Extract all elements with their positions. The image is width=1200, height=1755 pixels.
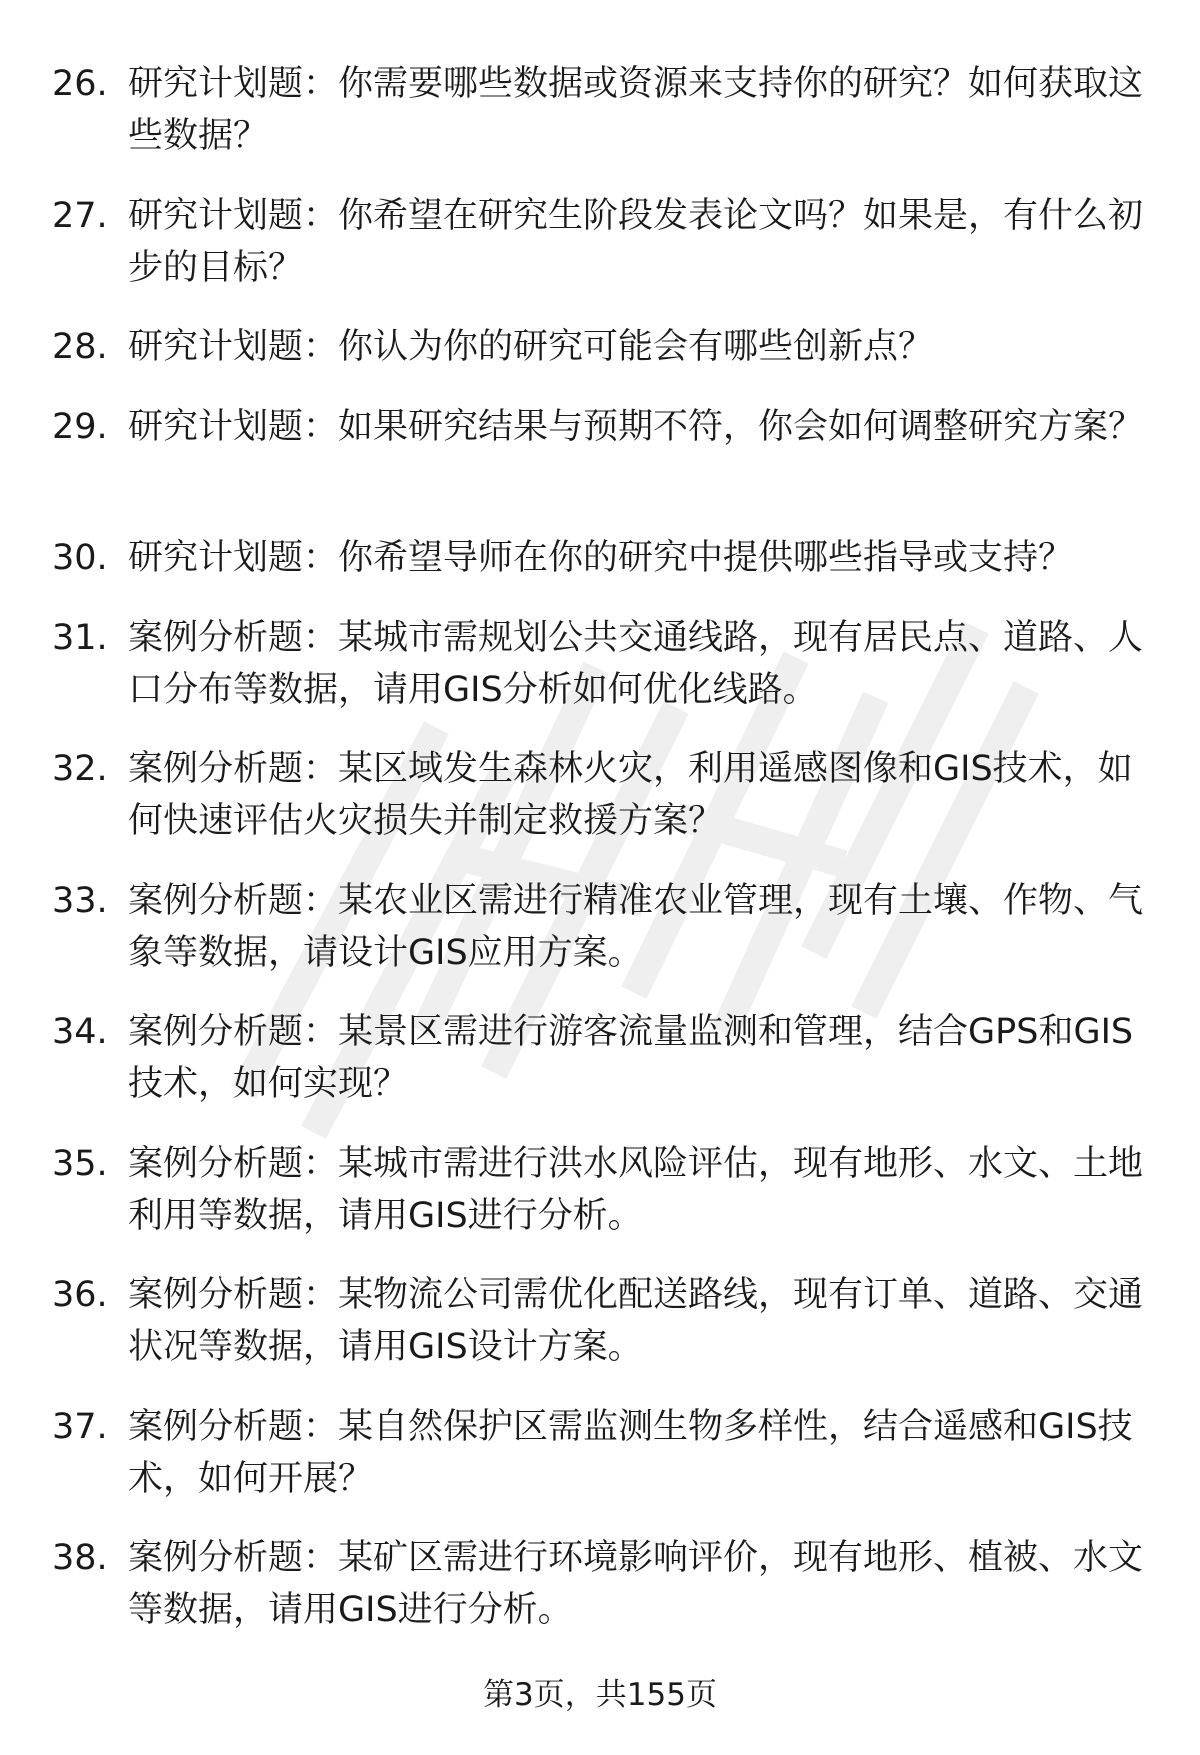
question-item: [0, 401, 1200, 533]
question-number: 29.: [52, 406, 108, 447]
question-text: 研究计划题：你希望导师在你的研究中提供哪些指导或支持？: [128, 538, 1074, 578]
question-text: 研究计划题：你认为你的研究可能会有哪些创新点？: [128, 327, 934, 367]
question-text: 案例分析题：某农业区需进行精准农业管理，现有土壤、作物、气象等数据，请设计GIS应用方案。: [128, 880, 1144, 973]
question-number: 37.: [52, 1406, 108, 1447]
question-number: 27.: [52, 195, 108, 236]
question-item: [0, 612, 1200, 744]
question-item: [0, 190, 1200, 322]
question-number: 33.: [52, 880, 108, 921]
question-number: 30.: [52, 538, 108, 578]
question-text: 研究计划题：如果研究结果与预期不符，你会如何调整研究方案？: [128, 406, 1144, 447]
question-number: 32.: [52, 749, 108, 789]
question-number: 28.: [52, 327, 108, 367]
question-item: [0, 321, 1200, 401]
question-item: [0, 875, 1200, 1007]
question-item: [0, 1138, 1200, 1270]
question-item: [0, 1401, 1200, 1533]
question-item: [0, 1006, 1200, 1138]
question-number: 26.: [52, 64, 108, 104]
question-number: 31.: [52, 617, 108, 658]
question-text: 研究计划题：你希望在研究生阶段发表论文吗？如果是，有什么初步的目标？: [128, 195, 1144, 288]
question-text: 案例分析题：某物流公司需优化配送路线，现有订单、道路、交通状况等数据，请用GIS设计方案。: [128, 1275, 1144, 1367]
question-text: 案例分析题：某矿区需进行环境影响评价，现有地形、植被、水文等数据，请用GIS进行分析。: [128, 1538, 1144, 1630]
question-list: [0, 58, 1200, 1664]
question-item: [0, 743, 1200, 875]
question-number: 35.: [52, 1143, 108, 1184]
question-item: [0, 1269, 1200, 1401]
question-text: 案例分析题：某自然保护区需监测生物多样性，结合遥感和GIS技术，如何开展？: [128, 1406, 1133, 1499]
page-footer: [0, 1673, 1200, 1717]
question-number: 38.: [52, 1538, 108, 1578]
question-text: 研究计划题：你需要哪些数据或资源来支持你的研究？如何获取这些数据？: [128, 64, 1144, 156]
question-text: 案例分析题：某城市需进行洪水风险评估，现有地形、水文、土地利用等数据，请用GIS进行分析。: [128, 1143, 1144, 1236]
question-item: [0, 58, 1200, 190]
question-number: 36.: [52, 1275, 108, 1315]
question-item: [0, 532, 1200, 612]
question-text: 案例分析题：某景区需进行游客流量监测和管理，结合GPS和GIS技术，如何实现？: [128, 1012, 1134, 1104]
question-number: 34.: [52, 1012, 108, 1052]
question-text: 案例分析题：某城市需规划公共交通线路，现有居民点、道路、人口分布等数据，请用GIS分析如何优化线路。: [128, 617, 1144, 710]
question-text: 案例分析题：某区域发生森林火灾，利用遥感图像和GIS技术，如何快速评估火灾损失并制定救援方案？: [128, 749, 1133, 841]
page-indicator: 第3页，共155页: [483, 1677, 717, 1713]
question-item: [0, 1532, 1200, 1664]
